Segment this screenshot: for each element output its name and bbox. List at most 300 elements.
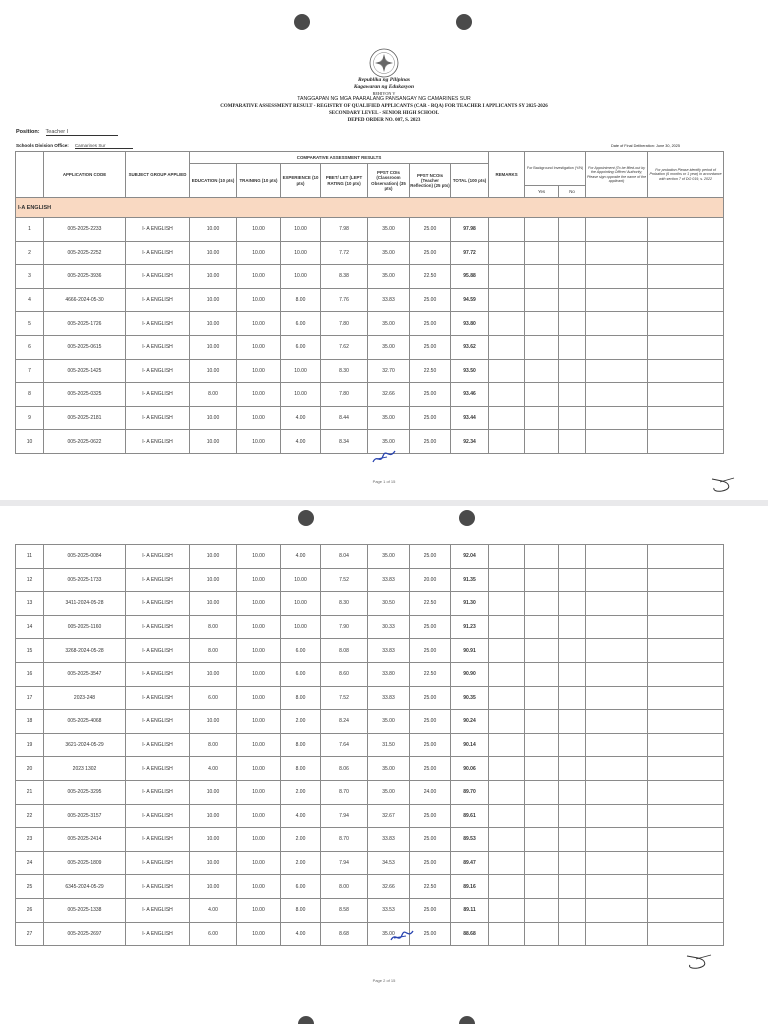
cell-training: 10.00 [237, 662, 281, 686]
cell-let-rating: 7.90 [321, 615, 368, 639]
cell-education: 4.00 [190, 757, 237, 781]
cell-subject-group: I- A ENGLISH [126, 430, 190, 454]
cell-training: 10.00 [237, 383, 281, 407]
cell-bg-yes [525, 851, 559, 875]
cell-total: 89.53 [451, 828, 489, 852]
cell-ppst-coi: 35.00 [368, 406, 410, 430]
position-field [16, 129, 118, 136]
cell-bg-no [559, 265, 586, 289]
cell-total: 90.91 [451, 639, 489, 663]
cell-application-code: 005-2025-1425 [44, 359, 126, 383]
cell-subject-group: I- A ENGLISH [126, 733, 190, 757]
cell-experience: 8.00 [281, 733, 321, 757]
cell-training: 10.00 [237, 218, 281, 242]
cell-total: 90.14 [451, 733, 489, 757]
cell-remarks [489, 218, 525, 242]
binder-hole [298, 1016, 314, 1024]
sdo-label: Schools Division Office: [16, 143, 69, 148]
cell-subject-group: I- A ENGLISH [126, 922, 190, 946]
cell-ppst-ncoi: 25.00 [410, 545, 451, 569]
col-background-investigation: For Background Investigation (Y/N) [525, 152, 586, 186]
cell-ppst-ncoi: 25.00 [410, 288, 451, 312]
cell-no: 22 [16, 804, 44, 828]
cell-experience: 6.00 [281, 335, 321, 359]
cell-education: 10.00 [190, 218, 237, 242]
cell-total: 95.88 [451, 265, 489, 289]
cell-total: 89.61 [451, 804, 489, 828]
initial-signature-icon [371, 448, 397, 466]
cell-subject-group: I- A ENGLISH [126, 265, 190, 289]
cell-subject-group: I- A ENGLISH [126, 898, 190, 922]
cell-education: 6.00 [190, 922, 237, 946]
document-subtitle: SECONDARY LEVEL - SENIOR HIGH SCHOOL [328, 111, 440, 116]
department-line: Kagawaran ng Edukasyon [353, 84, 415, 90]
cell-ppst-coi: 35.00 [368, 241, 410, 265]
cell-ppst-coi: 32.66 [368, 875, 410, 899]
cell-bg-no [559, 733, 586, 757]
cell-ppst-ncoi: 25.00 [410, 615, 451, 639]
cell-bg-no [559, 851, 586, 875]
cell-bg-no [559, 335, 586, 359]
cell-let-rating: 8.24 [321, 710, 368, 734]
cell-ppst-coi: 30.33 [368, 615, 410, 639]
col-experience: EXPERIENCE (10 pts) [281, 164, 321, 198]
cell-bg-no [559, 568, 586, 592]
cell-ppst-ncoi: 22.50 [410, 592, 451, 616]
cell-remarks [489, 851, 525, 875]
cell-application-code: 3621-2024-05-29 [44, 733, 126, 757]
cell-subject-group: I- A ENGLISH [126, 662, 190, 686]
cell-ppst-ncoi: 25.00 [410, 406, 451, 430]
cell-bg-no [559, 828, 586, 852]
cell-experience: 6.00 [281, 662, 321, 686]
cell-remarks [489, 898, 525, 922]
cell-ppst-coi: 35.00 [368, 780, 410, 804]
cell-let-rating: 7.98 [321, 218, 368, 242]
table-row [16, 383, 724, 407]
cell-total: 90.35 [451, 686, 489, 710]
cell-application-code: 005-2025-2697 [44, 922, 126, 946]
cell-ppst-ncoi: 25.00 [410, 804, 451, 828]
cell-bg-yes [525, 733, 559, 757]
cell-ppst-coi: 32.70 [368, 359, 410, 383]
cell-probation [648, 662, 724, 686]
cell-training: 10.00 [237, 686, 281, 710]
handwritten-initial-icon [683, 951, 715, 975]
cell-appointment [586, 710, 648, 734]
division-line: TANGGAPAN NG MGA PAARALANG PANSANGAY NG CAMARINES SUR [297, 96, 471, 102]
cell-ppst-coi: 34.53 [368, 851, 410, 875]
cell-experience: 8.00 [281, 288, 321, 312]
cell-bg-yes [525, 875, 559, 899]
cell-experience: 10.00 [281, 383, 321, 407]
cell-remarks [489, 733, 525, 757]
cell-appointment [586, 265, 648, 289]
cell-no: 18 [16, 710, 44, 734]
cell-appointment [586, 568, 648, 592]
cell-ppst-coi: 35.00 [368, 757, 410, 781]
col-appointment: For Appointment (To be filled-out by the Appointing Officer/ Authority; Please sign opposite the name of the applicant) [586, 152, 648, 198]
cell-total: 92.34 [451, 430, 489, 454]
cell-probation [648, 710, 724, 734]
cell-training: 10.00 [237, 828, 281, 852]
cell-experience: 4.00 [281, 406, 321, 430]
cell-ppst-coi: 35.00 [368, 922, 410, 946]
cell-education: 10.00 [190, 265, 237, 289]
cell-total: 97.98 [451, 218, 489, 242]
cell-ppst-ncoi: 25.00 [410, 922, 451, 946]
table-row [16, 898, 724, 922]
cell-education: 8.00 [190, 615, 237, 639]
cell-appointment [586, 639, 648, 663]
cell-bg-no [559, 545, 586, 569]
cell-ppst-ncoi: 22.50 [410, 875, 451, 899]
cell-subject-group: I- A ENGLISH [126, 218, 190, 242]
cell-no: 13 [16, 592, 44, 616]
cell-appointment [586, 241, 648, 265]
table-row [16, 265, 724, 289]
cell-subject-group: I- A ENGLISH [126, 780, 190, 804]
cell-no: 3 [16, 265, 44, 289]
cell-total: 89.11 [451, 898, 489, 922]
cell-let-rating: 7.52 [321, 568, 368, 592]
cell-remarks [489, 359, 525, 383]
cell-experience: 8.00 [281, 686, 321, 710]
cell-ppst-ncoi: 25.00 [410, 710, 451, 734]
cell-probation [648, 335, 724, 359]
cell-bg-yes [525, 335, 559, 359]
cell-remarks [489, 312, 525, 336]
cell-ppst-coi: 33.83 [368, 288, 410, 312]
cell-education: 4.00 [190, 898, 237, 922]
table-row [16, 615, 724, 639]
cell-probation [648, 218, 724, 242]
cell-application-code: 005-2025-3936 [44, 265, 126, 289]
cell-total: 93.80 [451, 312, 489, 336]
cell-application-code: 005-2025-1733 [44, 568, 126, 592]
cell-let-rating: 7.80 [321, 383, 368, 407]
cell-no: 5 [16, 312, 44, 336]
cell-appointment [586, 804, 648, 828]
cell-ppst-coi: 33.83 [368, 639, 410, 663]
cell-ppst-coi: 30.50 [368, 592, 410, 616]
cell-bg-yes [525, 545, 559, 569]
cell-appointment [586, 383, 648, 407]
cell-appointment [586, 875, 648, 899]
cell-training: 10.00 [237, 875, 281, 899]
table-row [16, 430, 724, 454]
cell-training: 10.00 [237, 335, 281, 359]
table-row [16, 406, 724, 430]
cell-appointment [586, 335, 648, 359]
col-ppst-ncoi: PPST NCOIs (Teacher Reflection) (25 pts) [410, 164, 451, 198]
cell-application-code: 005-2025-1809 [44, 851, 126, 875]
cell-probation [648, 545, 724, 569]
cell-let-rating: 7.80 [321, 312, 368, 336]
cell-education: 6.00 [190, 686, 237, 710]
col-application-code: APPLICATION CODE [44, 152, 126, 198]
sdo-value: Camarines Sur [75, 143, 133, 149]
cell-subject-group: I- A ENGLISH [126, 804, 190, 828]
cell-remarks [489, 406, 525, 430]
cell-subject-group: I- A ENGLISH [126, 639, 190, 663]
table-row [16, 804, 724, 828]
cell-let-rating: 7.62 [321, 335, 368, 359]
cell-education: 10.00 [190, 430, 237, 454]
cell-ppst-coi: 35.00 [368, 545, 410, 569]
cell-subject-group: I- A ENGLISH [126, 686, 190, 710]
cell-bg-yes [525, 922, 559, 946]
cell-total: 93.62 [451, 335, 489, 359]
table-row [16, 568, 724, 592]
cell-training: 10.00 [237, 430, 281, 454]
cell-subject-group: I- A ENGLISH [126, 359, 190, 383]
cell-total: 89.47 [451, 851, 489, 875]
cell-ppst-coi: 33.83 [368, 828, 410, 852]
cell-ppst-ncoi: 25.00 [410, 312, 451, 336]
cell-bg-no [559, 780, 586, 804]
table-row [16, 828, 724, 852]
cell-ppst-ncoi: 22.50 [410, 359, 451, 383]
cell-application-code: 3268-2024-05-28 [44, 639, 126, 663]
cell-experience: 2.00 [281, 828, 321, 852]
cell-probation [648, 733, 724, 757]
cell-probation [648, 241, 724, 265]
cell-training: 10.00 [237, 592, 281, 616]
cell-ppst-ncoi: 25.00 [410, 757, 451, 781]
cell-bg-no [559, 592, 586, 616]
cell-education: 8.00 [190, 383, 237, 407]
sdo-field [16, 143, 133, 149]
cell-subject-group: I- A ENGLISH [126, 288, 190, 312]
cell-total: 90.06 [451, 757, 489, 781]
cell-subject-group: I- A ENGLISH [126, 592, 190, 616]
cell-education: 10.00 [190, 804, 237, 828]
cell-bg-yes [525, 828, 559, 852]
col-no [16, 152, 44, 198]
cell-appointment [586, 757, 648, 781]
cell-no: 1 [16, 218, 44, 242]
cell-application-code: 005-2025-0615 [44, 335, 126, 359]
page-number: Page 1 of 15 [372, 479, 396, 484]
cell-training: 10.00 [237, 710, 281, 734]
cell-let-rating: 8.08 [321, 639, 368, 663]
cell-probation [648, 898, 724, 922]
table-row [16, 686, 724, 710]
cell-bg-no [559, 615, 586, 639]
cell-total: 88.68 [451, 922, 489, 946]
cell-probation [648, 686, 724, 710]
cell-experience: 2.00 [281, 780, 321, 804]
cell-no: 25 [16, 875, 44, 899]
table-row [16, 241, 724, 265]
cell-bg-no [559, 430, 586, 454]
cell-education: 10.00 [190, 335, 237, 359]
cell-experience: 10.00 [281, 241, 321, 265]
cell-application-code: 4666-2024-05-30 [44, 288, 126, 312]
cell-ppst-ncoi: 25.00 [410, 851, 451, 875]
cell-no: 14 [16, 615, 44, 639]
cell-remarks [489, 383, 525, 407]
deped-seal-icon [369, 48, 399, 78]
cell-bg-yes [525, 757, 559, 781]
cell-bg-yes [525, 639, 559, 663]
cell-no: 15 [16, 639, 44, 663]
cell-education: 10.00 [190, 359, 237, 383]
cell-bg-yes [525, 312, 559, 336]
cell-ppst-ncoi: 25.00 [410, 383, 451, 407]
cell-education: 10.00 [190, 545, 237, 569]
cell-education: 10.00 [190, 662, 237, 686]
cell-probation [648, 383, 724, 407]
cell-ppst-coi: 32.67 [368, 804, 410, 828]
table-row [16, 875, 724, 899]
table-row [16, 780, 724, 804]
col-group-car: COMPARATIVE ASSESSMENT RESULTS [190, 152, 489, 164]
cell-bg-no [559, 686, 586, 710]
cell-education: 8.00 [190, 639, 237, 663]
cell-application-code: 2023 1302 [44, 757, 126, 781]
cell-training: 10.00 [237, 406, 281, 430]
cell-bg-no [559, 710, 586, 734]
cell-probation [648, 312, 724, 336]
table-row [16, 545, 724, 569]
cell-application-code: 005-2025-2252 [44, 241, 126, 265]
cell-no: 11 [16, 545, 44, 569]
cell-remarks [489, 922, 525, 946]
cell-bg-no [559, 288, 586, 312]
cell-total: 91.35 [451, 568, 489, 592]
cell-no: 7 [16, 359, 44, 383]
cell-training: 10.00 [237, 757, 281, 781]
cell-total: 89.16 [451, 875, 489, 899]
col-bg-no: No [559, 186, 586, 198]
initial-signature-icon [389, 928, 415, 946]
cell-remarks [489, 592, 525, 616]
cell-ppst-coi: 35.00 [368, 335, 410, 359]
cell-application-code: 2023-248 [44, 686, 126, 710]
col-probation: For probation Please identify period of Probation (6 months or 1 year) in accordance with section 7 of DO 019, s. 2022 [648, 152, 724, 198]
cell-total: 91.23 [451, 615, 489, 639]
cell-let-rating: 8.06 [321, 757, 368, 781]
cell-subject-group: I- A ENGLISH [126, 875, 190, 899]
cell-experience: 10.00 [281, 218, 321, 242]
cell-ppst-coi: 35.00 [368, 430, 410, 454]
binder-hole [459, 510, 475, 526]
cell-bg-no [559, 383, 586, 407]
cell-appointment [586, 312, 648, 336]
deliberation-date: Date of Final Deliberation: June 30, 2025 [611, 144, 681, 148]
cell-let-rating: 8.00 [321, 875, 368, 899]
cell-no: 23 [16, 828, 44, 852]
cell-probation [648, 265, 724, 289]
cell-education: 10.00 [190, 241, 237, 265]
table-row [16, 639, 724, 663]
cell-no: 6 [16, 335, 44, 359]
cell-no: 21 [16, 780, 44, 804]
cell-ppst-ncoi: 22.50 [410, 662, 451, 686]
cell-bg-no [559, 662, 586, 686]
cell-ppst-coi: 33.53 [368, 898, 410, 922]
cell-no: 2 [16, 241, 44, 265]
binder-hole [459, 1016, 475, 1024]
cell-bg-yes [525, 406, 559, 430]
table-row [16, 922, 724, 946]
cell-bg-no [559, 359, 586, 383]
cell-probation [648, 568, 724, 592]
cell-total: 94.59 [451, 288, 489, 312]
cell-total: 93.44 [451, 406, 489, 430]
cell-training: 10.00 [237, 780, 281, 804]
cell-probation [648, 639, 724, 663]
cell-ppst-ncoi: 25.00 [410, 639, 451, 663]
cell-appointment [586, 686, 648, 710]
cell-let-rating: 8.04 [321, 545, 368, 569]
cell-no: 8 [16, 383, 44, 407]
cell-appointment [586, 828, 648, 852]
table-row [16, 218, 724, 242]
cell-training: 10.00 [237, 288, 281, 312]
cell-appointment [586, 288, 648, 312]
col-remarks: REMARKS [489, 152, 525, 198]
cell-bg-yes [525, 592, 559, 616]
cell-application-code: 005-2025-0084 [44, 545, 126, 569]
cell-experience: 10.00 [281, 265, 321, 289]
cell-ppst-ncoi: 20.00 [410, 568, 451, 592]
cell-experience: 8.00 [281, 757, 321, 781]
table-row [16, 757, 724, 781]
cell-no: 26 [16, 898, 44, 922]
position-label: Position: [16, 129, 40, 135]
cell-let-rating: 8.30 [321, 359, 368, 383]
cell-experience: 4.00 [281, 922, 321, 946]
cell-probation [648, 406, 724, 430]
cell-let-rating: 8.68 [321, 922, 368, 946]
cell-total: 89.70 [451, 780, 489, 804]
cell-application-code: 005-2025-0325 [44, 383, 126, 407]
cell-education: 10.00 [190, 828, 237, 852]
cell-ppst-coi: 31.50 [368, 733, 410, 757]
cell-bg-yes [525, 662, 559, 686]
cell-training: 10.00 [237, 922, 281, 946]
cell-remarks [489, 615, 525, 639]
cell-bg-yes [525, 265, 559, 289]
cell-subject-group: I- A ENGLISH [126, 568, 190, 592]
cell-appointment [586, 406, 648, 430]
cell-ppst-coi: 35.00 [368, 265, 410, 289]
cell-education: 10.00 [190, 710, 237, 734]
republic-line: Republika ng Pilipinas [358, 77, 410, 83]
cell-ppst-ncoi: 25.00 [410, 430, 451, 454]
cell-remarks [489, 241, 525, 265]
cell-bg-no [559, 312, 586, 336]
cell-let-rating: 7.52 [321, 686, 368, 710]
col-bg-yes: Yes [525, 186, 559, 198]
cell-bg-no [559, 757, 586, 781]
cell-remarks [489, 757, 525, 781]
category-row: I-A ENGLISH [16, 198, 724, 218]
cell-ppst-coi: 32.66 [368, 383, 410, 407]
cell-appointment [586, 851, 648, 875]
cell-application-code: 005-2025-4068 [44, 710, 126, 734]
col-total: TOTAL (100 pts) [451, 164, 489, 198]
table-row [16, 288, 724, 312]
cell-subject-group: I- A ENGLISH [126, 545, 190, 569]
cell-bg-yes [525, 359, 559, 383]
cell-probation [648, 757, 724, 781]
cell-experience: 10.00 [281, 359, 321, 383]
cell-remarks [489, 335, 525, 359]
